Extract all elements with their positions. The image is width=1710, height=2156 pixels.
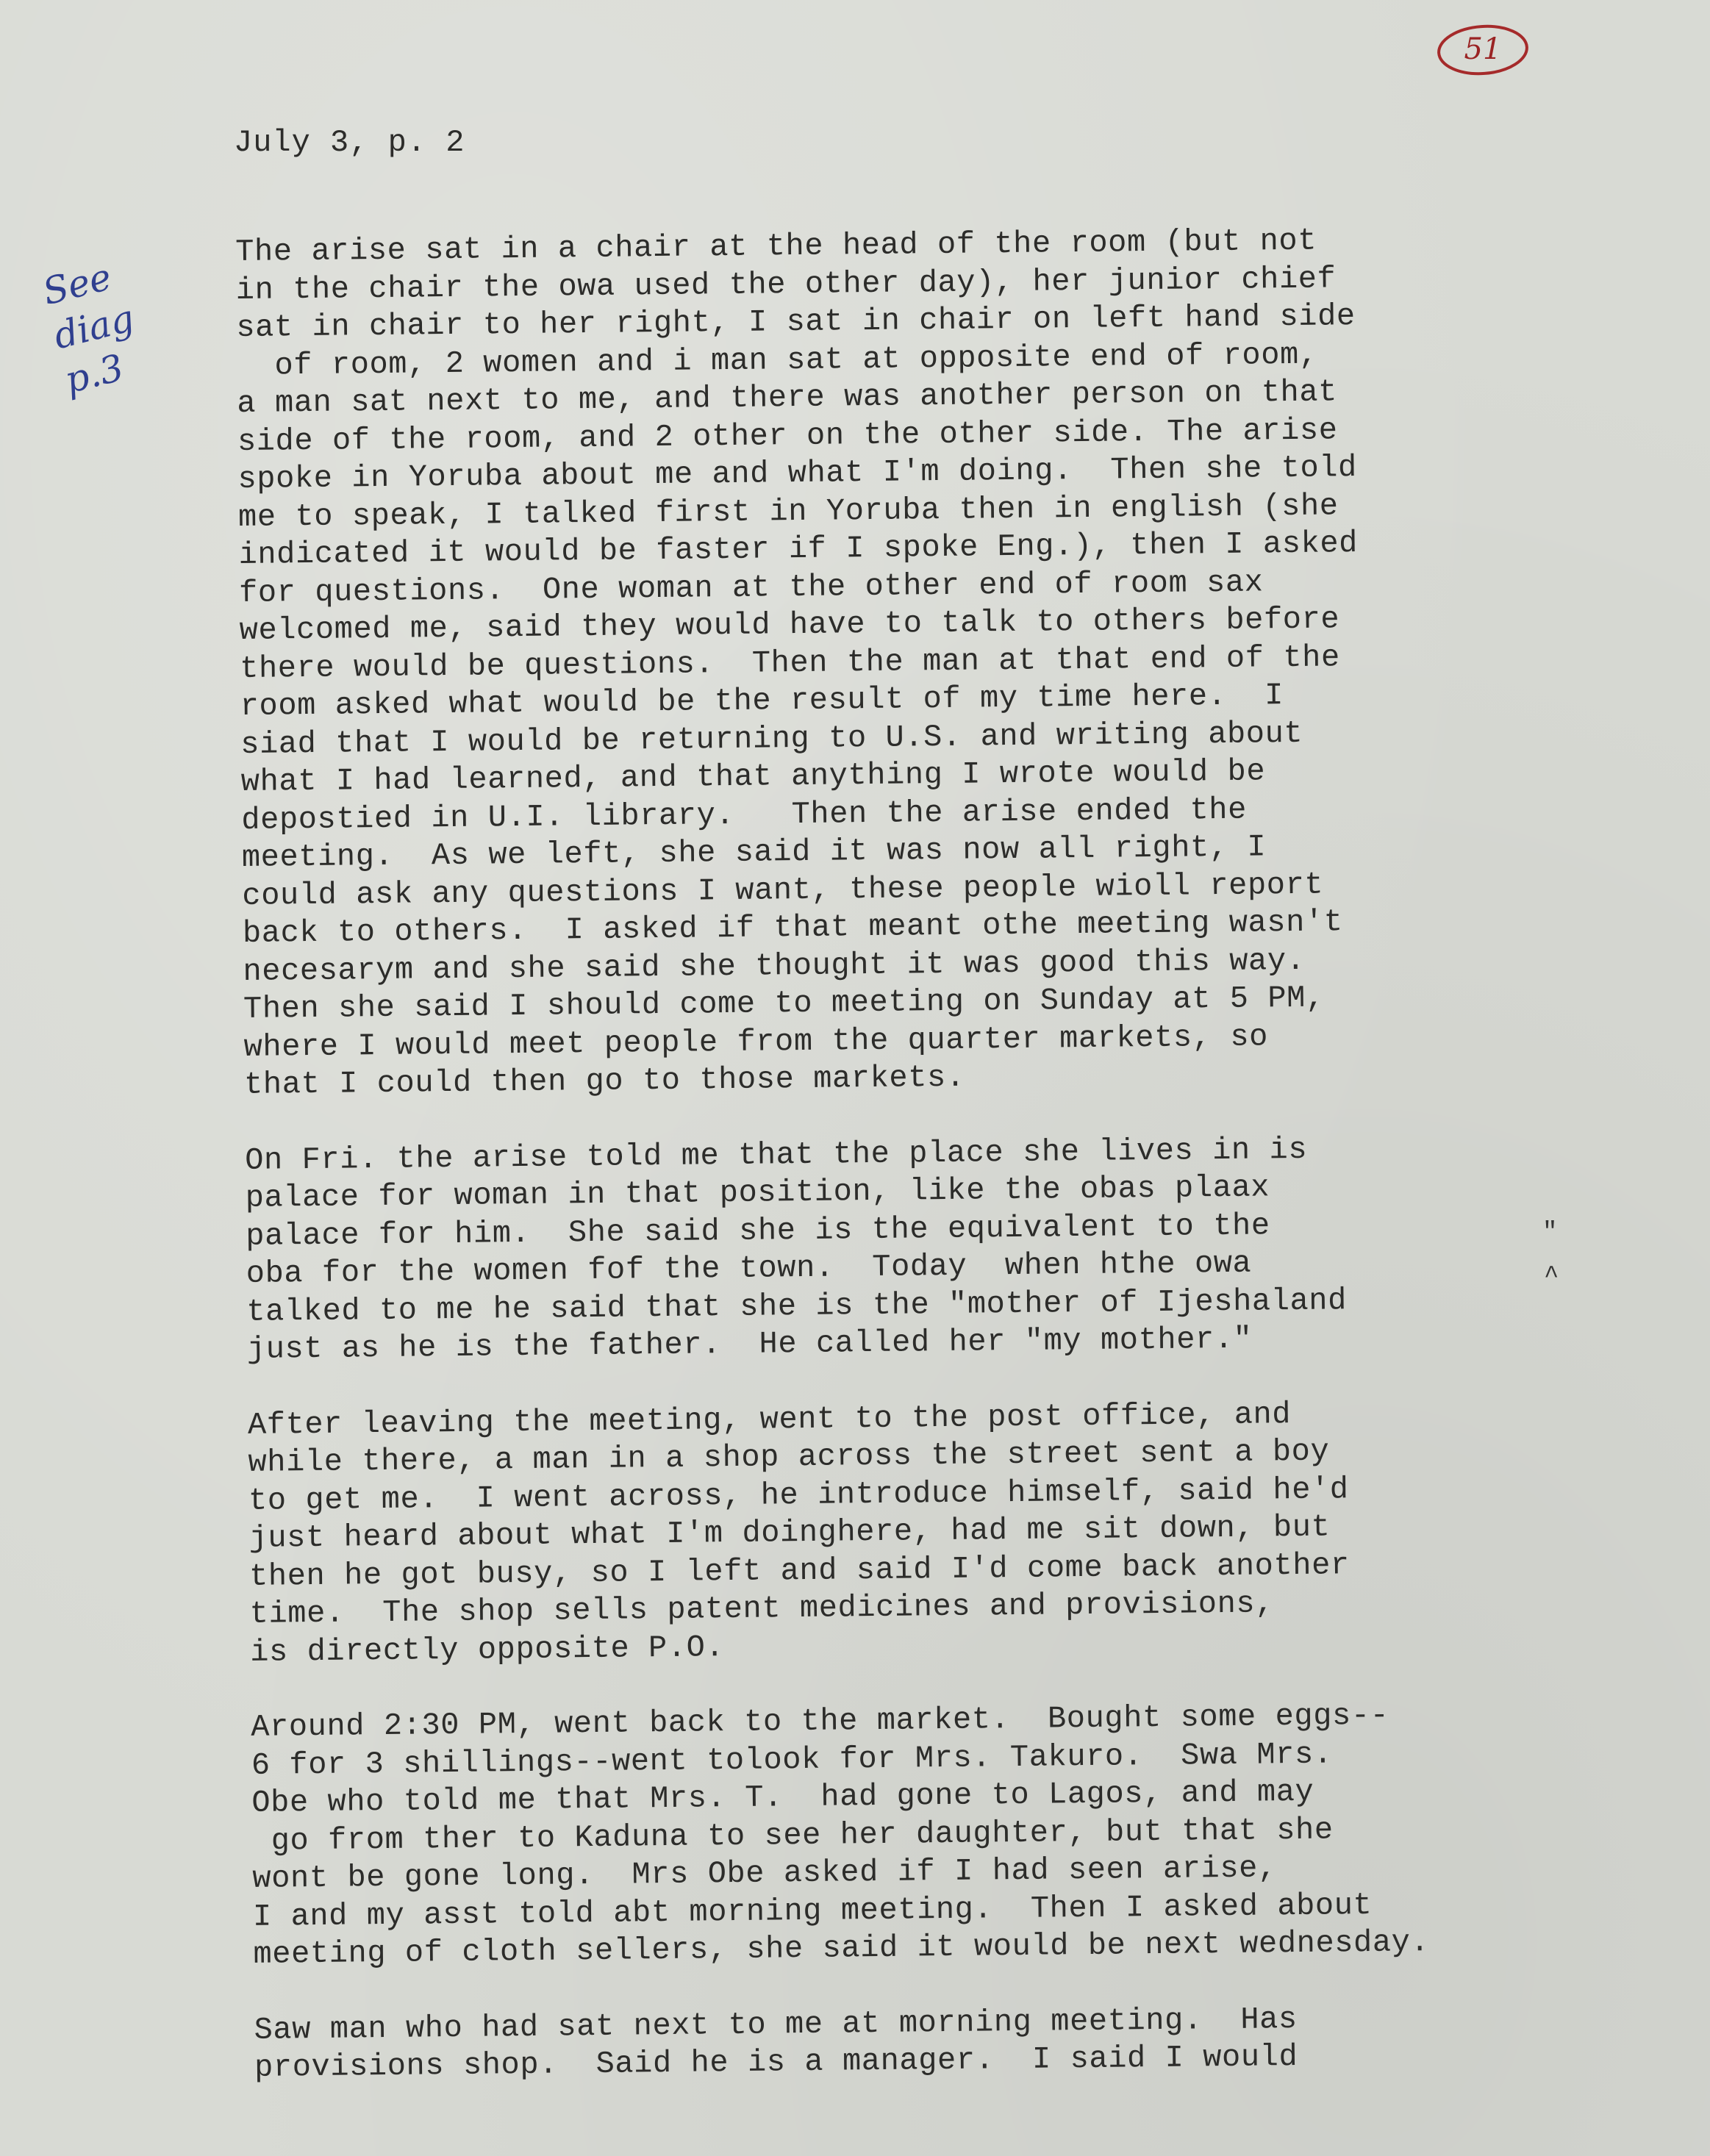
text-line: of room, 2 women and i man sat at opposite end of room, — [236, 337, 1318, 384]
text-line: I and my asst told abt morning meeting. Then I asked about — [252, 1887, 1373, 1935]
text-line: Around 2:30 PM, went back to the market. Bought some eggs-- — [251, 1697, 1389, 1745]
text-line: could ask any questions I want, these people wioll report — [242, 867, 1324, 914]
text-line: there would be questions. Then the man at that end of the — [239, 639, 1341, 687]
margin-caret-mark: ^ — [1544, 1263, 1559, 1291]
margin-note-line: p.3 — [60, 345, 128, 402]
text-line: that I could then go to those markets. — [243, 1059, 965, 1103]
margin-note — [38, 246, 171, 403]
text-line: while there, a man in a shop across the street sent a boy — [248, 1433, 1330, 1480]
text-line: palace for woman in that position, like the obas plaax — [245, 1170, 1270, 1216]
text-line: depostied in U.I. library. Then the arise ended the — [241, 792, 1248, 838]
text-line: oba for the women fof the town. Today when hthe owa — [246, 1245, 1252, 1292]
text-line: then he got busy, so I left and said I'd come back another — [248, 1547, 1350, 1594]
paragraph — [245, 1128, 1644, 1369]
text-line: sat in chair to her right, I sat in chair on left hand side — [236, 298, 1356, 345]
text-line: just as he is the father. He called her "my mother." — [246, 1321, 1253, 1367]
text-line: to get me. I went across, he introduce himself, said he'd — [248, 1471, 1349, 1519]
paragraph — [254, 1996, 1651, 2087]
paragraph — [248, 1392, 1648, 1672]
text-line: welcomed me, said they would have to talk to others before — [239, 601, 1340, 648]
paragraph — [235, 219, 1641, 1104]
typed-body — [235, 219, 1652, 2124]
text-line: go from ther to Kaduna to see her daughter, but that she — [251, 1811, 1334, 1859]
text-line: is directly opposite P.O. — [249, 1629, 725, 1670]
text-line: just heard about what I'm doinghere, had me sit down, but — [248, 1509, 1331, 1556]
text-line: Then she said I should come to meeting on Sunday at 5 PM, — [243, 980, 1326, 1027]
text-line: wont be gone long. Mrs Obe asked if I had seen arise, — [252, 1850, 1278, 1897]
text-line: Saw man who had sat next to me at morning meeting. Has — [254, 2001, 1298, 2048]
text-line: me to speak, I talked first in Yoruba then in english (she — [237, 487, 1339, 535]
text-line: room asked what would be the result of my time here. I — [240, 678, 1284, 724]
margin-quote-mark: " — [1542, 1219, 1558, 1247]
text-line: what I had learned, and that anything I wrote would be — [240, 753, 1266, 800]
margin-note-line: diag — [49, 296, 139, 358]
text-line: After leaving the meeting, went to the post office, and — [247, 1396, 1292, 1443]
text-line: The arise sat in a chair at the head of the room (but not — [235, 223, 1317, 270]
page-number-text: 51 — [1464, 32, 1502, 66]
text-line: palace for him. She said she is the equivalent to the — [246, 1207, 1270, 1254]
paragraph — [251, 1694, 1650, 1974]
text-line: necesarym and she said she thought it was good this way. — [243, 942, 1306, 989]
text-line: indicated it would be faster if I spoke Eng.), then I asked — [238, 526, 1359, 573]
text-line: a man sat next to me, and there was another person on that — [237, 374, 1338, 421]
text-line: meeting of cloth sellers, she said it would be next wednesday. — [253, 1924, 1430, 1972]
margin-note-line: See — [38, 255, 116, 314]
text-line: 6 for 3 shillings--went tolook for Mrs. Takuro. Swa Mrs. — [251, 1736, 1333, 1783]
text-line: Obe who told me that Mrs. T. had gone to Lagos, and may — [251, 1774, 1314, 1821]
text-line: time. The shop sells patent medicines and provisions, — [249, 1586, 1275, 1632]
text-line: for questions. One woman at the other end of room sax — [238, 564, 1264, 611]
text-line: On Fri. the arise told me that the place she lives in is — [244, 1131, 1308, 1178]
page-header: July 3, p. 2 — [234, 125, 465, 160]
text-line: meeting. As we left, she said it was now all right, I — [241, 829, 1267, 875]
text-line: back to others. I asked if that meant othe meeting wasn't — [242, 904, 1343, 951]
text-line: side of the room, and 2 other on the other side. The arise — [237, 412, 1338, 459]
text-line: provisions shop. Said he is a manager. I said I would — [254, 2039, 1298, 2085]
text-line: spoke in Yoruba about me and what I'm doing. Then she told — [237, 450, 1358, 497]
text-line: talked to me he said that she is the "mother of Ijeshaland — [246, 1282, 1348, 1330]
text-line: in the chair the owa used the other day), her junior chief — [235, 260, 1337, 308]
text-line: where I would meet people from the quarter markets, so — [243, 1018, 1269, 1065]
text-line: siad that I would be returning to U.S. and writing about — [240, 715, 1303, 762]
page-number-annotation — [1435, 21, 1531, 79]
